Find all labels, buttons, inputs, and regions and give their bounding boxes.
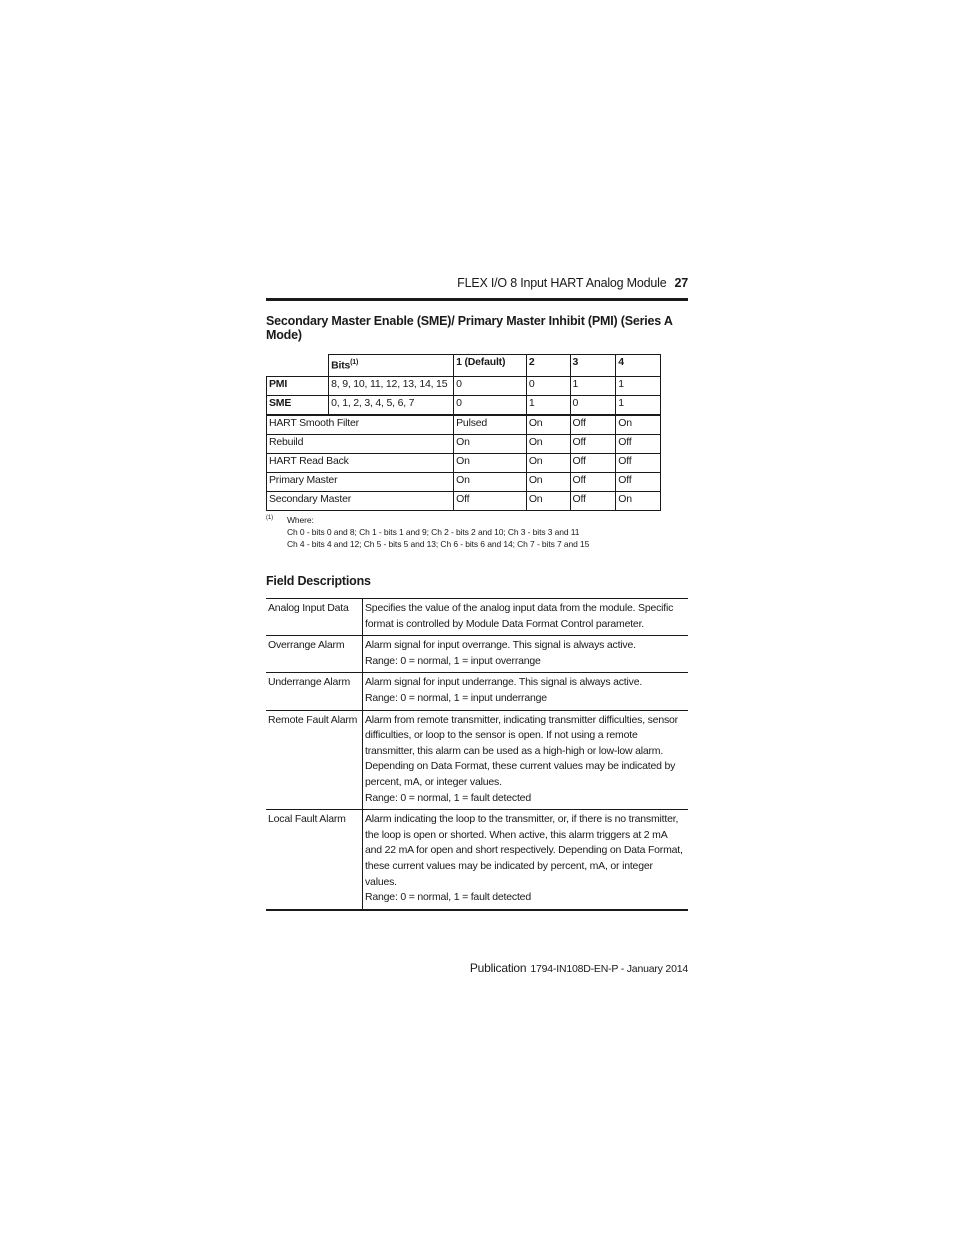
description-line: Alarm signal for input underrange. This signal is always active. [365,676,643,689]
field-name: Remote Fault Alarm [266,710,363,810]
footnote-mark: (1) [266,515,274,521]
field-name: Analog Input Data [266,599,363,636]
table-cell: Off [570,473,616,492]
table-cell: On [526,473,570,492]
description-line: Alarm signal for input overrange. This signal is always active. [365,639,636,652]
description-line: Alarm indicating the loop to the transmitter, or, if there is no transmitter, the loop is open or shorted. When active, this alarm triggers at 2 mA and 22 mA for open and short respectively. Depending on Data Format, these current values may be indicated by percent, mA, or integer values. [365,813,683,888]
field-name: Local Fault Alarm [266,810,363,910]
table-cell: 1 [526,396,570,416]
header-cell-3: 3 [570,355,616,377]
table-cell: On [526,435,570,454]
description-line: Range: 0 = normal, 1 = input underrange [365,691,547,704]
table-cell: Off [570,454,616,473]
page-number: 27 [674,276,688,290]
table-cell: Off [616,435,661,454]
table-cell: On [454,435,527,454]
table-cell: On [616,415,661,435]
table-cell: Off [570,492,616,511]
table-footnote [266,514,688,550]
field-description [363,673,689,710]
table-cell: 0 [454,396,527,416]
table-cell: On [526,492,570,511]
header-cell-bits: Bits$^{(1)}$ [329,355,454,377]
row-label: Secondary Master [267,492,454,511]
description-line: Specifies the value of the analog input data from the module. Specific format is controlled by Module Data Format Control parameter. [365,602,674,630]
description-line: Range: 0 = normal, 1 = fault detected [365,791,531,804]
bits-table-header [267,355,661,377]
field-descriptions-table [266,598,688,911]
table-row [267,435,661,454]
table-cell: On [526,415,570,435]
field-description [363,599,689,636]
table-cell: 1 [616,377,661,396]
page-footer [266,961,688,975]
table-row [267,415,661,435]
table-cell: On [454,454,527,473]
bits-table [266,354,661,511]
header-rule [266,298,688,301]
table-row [266,710,688,810]
table-row [267,396,661,416]
header-cell-2: 2 [526,355,570,377]
table-row [266,673,688,710]
table-row [266,636,688,673]
table-cell: Off [616,473,661,492]
bits-footnote-mark: (1) [350,359,359,366]
table-cell: 0 [454,377,527,396]
header-cell-1: 1 (Default) [454,355,527,377]
row-bits: 8, 9, 10, 11, 12, 13, 14, 15 [329,377,454,396]
table-cell: Off [570,435,616,454]
field-name: Underrange Alarm [266,673,363,710]
field-description [363,636,689,673]
field-name: Overrange Alarm [266,636,363,673]
table-row [266,599,688,636]
row-label: HART Smooth Filter [267,415,454,435]
header-cell-4: 4 [616,355,661,377]
table-row [267,492,661,511]
row-label: Rebuild [267,435,454,454]
field-description [363,710,689,810]
header-cell-empty [267,355,329,377]
field-description [363,810,689,910]
row-label: Primary Master [267,473,454,492]
publication-id: 1794-IN108D-EN-P - January 2014 [530,963,688,975]
table-row [266,810,688,910]
footnote-line: Ch 4 - bits 4 and 12; Ch 5 - bits 5 and 13; Ch 6 - bits 6 and 14; Ch 7 - bits 7 and 15 [287,539,590,549]
table-cell: 1 [570,377,616,396]
description-line: Range: 0 = normal, 1 = input overrange [365,654,541,667]
footer-label: Publication [469,961,527,975]
field-descriptions-title: Field Descriptions [266,574,371,588]
table-cell: 0 [526,377,570,396]
description-line: Range: 0 = normal, 1 = fault detected [365,891,531,904]
row-label: SME [267,396,329,416]
table-cell: Pulsed [454,415,527,435]
section-title: Secondary Master Enable (SME)/ Primary Master Inhibit (PMI) (Series A Mode) [266,314,673,342]
table-cell: On [616,492,661,511]
table-cell: On [454,473,527,492]
row-bits: 0, 1, 2, 3, 4, 5, 6, 7 [329,396,454,416]
header-title: FLEX I/O 8 Input HART Analog Module [457,276,667,290]
table-cell: On [526,454,570,473]
table-row [267,377,661,396]
description-line: Alarm from remote transmitter, indicating transmitter difficulties, sensor difficulties, or loop to the sensor is open. If not using a remote transmitter, this alarm can be used as a high-high or low-low alarm. Depending on Data Format, these current values may be indicated by percent, mA, or integer values. [365,713,678,788]
footnote-line: Where: [287,515,314,525]
table-cell: Off [616,454,661,473]
footnote-line: Ch 0 - bits 0 and 8; Ch 1 - bits 1 and 9; Ch 2 - bits 2 and 10; Ch 3 - bits 3 and 11 [287,527,580,537]
table-row [267,454,661,473]
table-cell: 1 [616,396,661,416]
page-header [266,276,688,296]
table-cell: 0 [570,396,616,416]
row-label: PMI [267,377,329,396]
row-label: HART Read Back [267,454,454,473]
table-row [267,473,661,492]
table-cell: Off [570,415,616,435]
table-cell: Off [454,492,527,511]
